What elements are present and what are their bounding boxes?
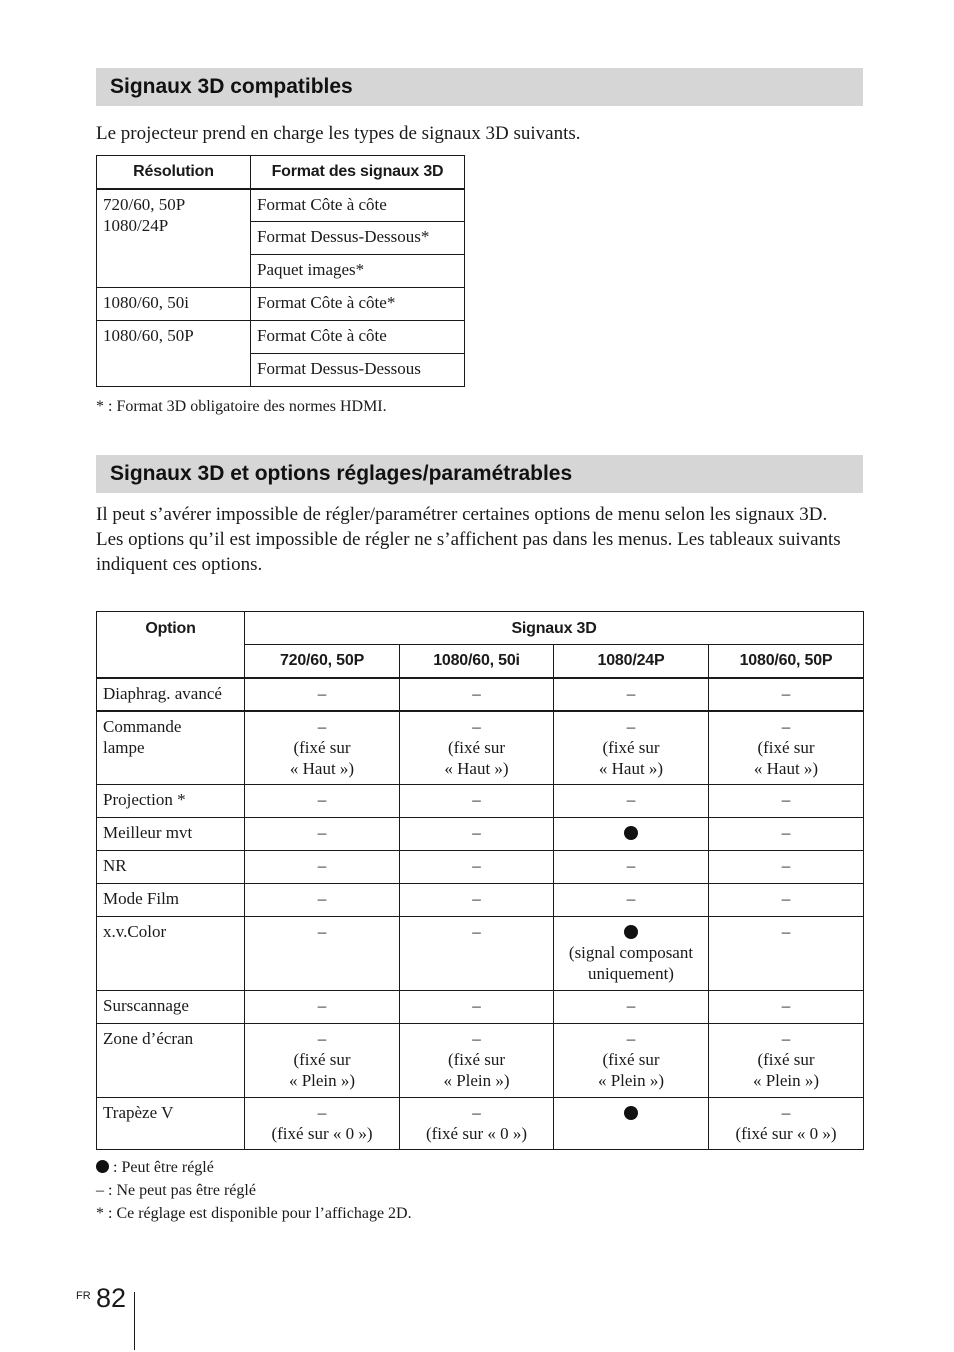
value-cell: –	[554, 678, 709, 711]
intro-paragraph-2: Il peut s’avérer impossible de régler/paramétrer certaines options de menu selon les signaux 3D. Les options qu’il est impossible de régler ne s’affichent pas dans les menus. Les tableaux suivants indiquent ces options.	[96, 504, 841, 575]
value-cell: – (fixé sur « Plein »)	[245, 1024, 400, 1098]
resolution-cell: 1080/60, 50P	[97, 321, 251, 387]
value-cell: –	[554, 851, 709, 884]
value-cell: –	[400, 917, 554, 991]
value-cell: –	[400, 818, 554, 851]
compatible-signals-table	[96, 155, 465, 387]
adjustable-dot-icon	[624, 925, 638, 939]
format-cell: Paquet images*	[251, 255, 465, 288]
format-cell: Format Dessus-Dessous	[251, 354, 465, 387]
section-title-adjustable-options: Signaux 3D et options réglages/paramétrables	[96, 455, 863, 493]
value-cell: –	[709, 991, 864, 1024]
value-cell: –	[245, 851, 400, 884]
table-row	[97, 785, 864, 818]
value-cell: –	[245, 818, 400, 851]
section-title-compatible-signals: Signaux 3D compatibles	[96, 68, 863, 106]
value-cell: –	[709, 678, 864, 711]
value-cell: – (fixé sur « 0 »)	[400, 1098, 554, 1150]
footnote-hdmi: * : Format 3D obligatoire des normes HDMI.	[96, 398, 387, 415]
value-cell: –	[709, 884, 864, 917]
value-cell: –	[245, 991, 400, 1024]
header-column-1: 1080/60, 50i	[400, 645, 554, 678]
value-cell: – (fixé sur « Haut »)	[245, 711, 400, 785]
value-cell: –	[400, 884, 554, 917]
option-cell: x.v.Color	[97, 917, 245, 991]
value-cell: –	[400, 991, 554, 1024]
value-cell: – (fixé sur « 0 »)	[709, 1098, 864, 1150]
compatible-signals-body	[97, 189, 465, 387]
adjustable-options-table	[96, 611, 864, 1150]
resolution-cell: 720/60, 50P 1080/24P	[97, 189, 251, 288]
legend-item: – : Ne peut pas être réglé	[96, 1182, 256, 1199]
value-cell: –	[400, 785, 554, 818]
value-cell: – (fixé sur « Plein »)	[400, 1024, 554, 1098]
table-row	[97, 288, 465, 321]
header-format: Format des signaux 3D	[251, 156, 465, 189]
value-cell: –	[554, 991, 709, 1024]
value-cell: – (fixé sur « Haut »)	[554, 711, 709, 785]
value-cell: –	[245, 917, 400, 991]
value-cell: –	[400, 851, 554, 884]
value-cell: –	[709, 851, 864, 884]
option-cell: Meilleur mvt	[97, 818, 245, 851]
adjustable-dot-icon	[624, 1106, 638, 1120]
table-row	[97, 1098, 864, 1150]
header-signals-3d: Signaux 3D	[245, 612, 864, 645]
option-cell: Trapèze V	[97, 1098, 245, 1150]
header-resolution: Résolution	[97, 156, 251, 189]
header-option: Option	[97, 612, 245, 678]
header-column-3: 1080/60, 50P	[709, 645, 864, 678]
value-cell: –	[709, 818, 864, 851]
table-row	[97, 678, 864, 711]
option-cell: NR	[97, 851, 245, 884]
option-cell: Projection *	[97, 785, 245, 818]
value-cell: (signal composant uniquement)	[554, 917, 709, 991]
adjustable-dot-icon	[624, 826, 638, 840]
value-cell: –	[245, 884, 400, 917]
resolution-cell: 1080/60, 50i	[97, 288, 251, 321]
footer-language: FR	[76, 1290, 91, 1302]
value-cell: – (fixé sur « 0 »)	[245, 1098, 400, 1150]
format-cell: Format Dessus-Dessous*	[251, 222, 465, 255]
table-row	[97, 884, 864, 917]
value-cell	[554, 1098, 709, 1150]
page-number: 82	[96, 1283, 127, 1313]
value-cell: –	[245, 678, 400, 711]
value-cell: – (fixé sur « Plein »)	[554, 1024, 709, 1098]
value-cell: – (fixé sur « Plein »)	[709, 1024, 864, 1098]
value-cell: –	[554, 785, 709, 818]
header-column-2: 1080/24P	[554, 645, 709, 678]
table-row	[97, 189, 465, 222]
legend-item: * : Ce réglage est disponible pour l’affichage 2D.	[96, 1205, 412, 1222]
option-cell: Commande lampe	[97, 711, 245, 785]
value-cell: –	[709, 917, 864, 991]
value-cell: –	[554, 884, 709, 917]
table-row	[97, 321, 465, 354]
value-cell	[554, 818, 709, 851]
option-cell: Mode Film	[97, 884, 245, 917]
intro-paragraph-1: Le projecteur prend en charge les types de signaux 3D suivants.	[96, 123, 581, 144]
table-row	[97, 917, 864, 991]
value-cell: – (fixé sur « Haut »)	[709, 711, 864, 785]
value-cell: –	[245, 785, 400, 818]
value-cell: –	[709, 785, 864, 818]
table-row	[97, 991, 864, 1024]
option-cell: Diaphrag. avancé	[97, 678, 245, 711]
legend-dot-icon	[96, 1160, 109, 1173]
format-cell: Format Côte à côte	[251, 189, 465, 222]
adjustable-options-body	[97, 678, 864, 1150]
footer-rule	[134, 1292, 135, 1350]
format-cell: Format Côte à côte*	[251, 288, 465, 321]
table-row	[97, 818, 864, 851]
legend-item: : Peut être réglé	[96, 1156, 214, 1179]
header-column-0: 720/60, 50P	[245, 645, 400, 678]
option-cell: Zone d’écran	[97, 1024, 245, 1098]
format-cell: Format Côte à côte	[251, 321, 465, 354]
table-row	[97, 851, 864, 884]
value-cell: –	[400, 678, 554, 711]
table-row	[97, 711, 864, 785]
value-cell: – (fixé sur « Haut »)	[400, 711, 554, 785]
option-cell: Surscannage	[97, 991, 245, 1024]
table-row	[97, 1024, 864, 1098]
